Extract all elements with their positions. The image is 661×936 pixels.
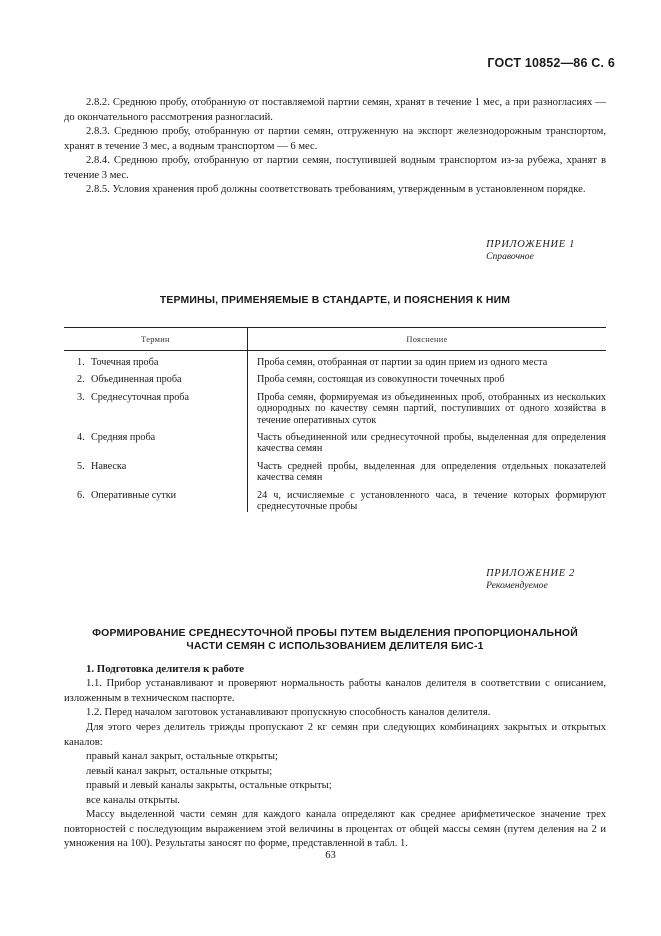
paragraph-1-1: 1.1. Прибор устанавливают и проверяют нормальность работы каналов делителя в соответствии с описанием, изложенным в техническом паспорте.	[64, 678, 606, 704]
table-row	[64, 461, 606, 484]
section-2-title	[64, 628, 606, 653]
table-row	[64, 490, 606, 513]
term-cell: 1. Точечная проба	[77, 357, 159, 368]
term-cell: 3. Среднесуточная проба	[77, 391, 189, 403]
term-cell: 2. Объединенная проба	[77, 374, 182, 386]
term-cell: 4. Средняя проба	[77, 432, 156, 444]
term-cell: 6. Оперативные сутки	[77, 489, 177, 501]
section-1-title: ТЕРМИНЫ, ПРИМЕНЯЕМЫЕ В СТАНДАРТЕ, И ПОЯСНЕНИЯ К НИМ	[159, 295, 511, 306]
appendix-2-title: ПРИЛОЖЕНИЕ 2	[486, 568, 575, 579]
explanation-cell: Проба семян, формируемая из объединенных проб, отобранных из нескольких однородных по качеству семян партий, поступивших от одного хозяйства в течение оперативных суток	[257, 391, 606, 426]
section-2-title-line-2: ЧАСТИ СЕМЯН С ИСПОЛЬЗОВАНИЕМ ДЕЛИТЕЛЯ БИС-1	[186, 640, 484, 652]
table-header-explanation: Пояснение	[406, 334, 448, 344]
document-header-ref: ГОСТ 10852—86 С. 6	[487, 56, 615, 70]
paragraph-2-8-3: 2.8.3. Среднюю пробу, отобранную от партии семян, отгруженную на экспорт железнодорожным транспортом, хранят в течение 3 мес, а водным транспортом — 6 мес.	[64, 126, 606, 152]
appendix-2-subtitle: Рекомендуемое	[486, 580, 548, 591]
list-item: левый канал закрыт, остальные открыты;	[86, 766, 273, 777]
appendix-1-label	[486, 239, 575, 262]
paragraph-2-8-4: 2.8.4. Среднюю пробу, отобранную от партии семян, поступившей водным транспортом из-за рубежа, хранят в течение 3 мес.	[64, 155, 606, 181]
appendix-1-title: ПРИЛОЖЕНИЕ 1	[486, 239, 575, 250]
table-header-term: Термин	[141, 334, 170, 344]
table-header	[64, 328, 606, 350]
table-row	[64, 357, 606, 368]
explanation-cell: Проба семян, отобранная от партии за один прием из одного места	[257, 357, 548, 368]
list-item: правый канал закрыт, остальные открыты;	[86, 751, 278, 762]
term-cell: 5. Навеска	[77, 460, 127, 472]
paragraph-mass-calculation: Массу выделенной части семян для каждого канала определяют как среднее арифметическое значение трех повторностей с последующим выражением этой величины в процентах от общей массы семян (путем деления на 2 и умножения на 100). Результаты заносят по форме, представленной в табл. 1.	[64, 809, 606, 850]
paragraph-2-8-2: 2.8.2. Среднюю пробу, отобранную от поставляемой партии семян, хранят в течение 1 мес, а при разногласиях — до окончательного рассмотрения разногласий.	[64, 97, 606, 123]
appendix-2-label	[486, 568, 575, 591]
explanation-cell: Часть средней пробы, выделенная для определения отдельных показателей качества семян	[257, 460, 606, 484]
paragraph-combinations-intro: Для этого через делитель трижды пропускают 2 кг семян при следующих комбинациях закрытых и открытых каналов:	[64, 722, 606, 748]
table-body	[64, 351, 606, 512]
table-row	[64, 374, 606, 385]
appendix-1-subtitle: Справочное	[486, 251, 534, 262]
table-body-divider	[247, 351, 248, 512]
page-number: 63	[325, 850, 336, 861]
subsection-1-heading: 1. Подготовка делителя к работе	[86, 663, 245, 675]
paragraph-2-8-5: 2.8.5. Условия хранения проб должны соответствовать требованиям, утвержденным в установленном порядке.	[86, 184, 586, 195]
table-row	[64, 392, 606, 426]
terms-table	[64, 327, 606, 512]
table-row	[64, 432, 606, 455]
list-item: все каналы открыты.	[86, 795, 181, 806]
explanation-cell: Проба семян, состоящая из совокупности точечных проб	[257, 374, 505, 386]
explanation-cell: 24 ч, исчисляемые с установленного часа, в течение которых формируют среднесуточные пробы	[257, 489, 606, 513]
paragraph-1-2: 1.2. Перед началом заготовок устанавливают пропускную способность каналов делителя.	[86, 707, 491, 718]
section-2-title-line-1: ФОРМИРОВАНИЕ СРЕДНЕСУТОЧНОЙ ПРОБЫ ПУТЕМ ВЫДЕЛЕНИЯ ПРОПОРЦИОНАЛЬНОЙ	[92, 628, 578, 639]
list-item: правый и левый каналы закрыты, остальные открыты;	[86, 780, 332, 791]
explanation-cell: Часть объединенной или среднесуточной пробы, выделенная для определения качества семян	[257, 432, 606, 455]
